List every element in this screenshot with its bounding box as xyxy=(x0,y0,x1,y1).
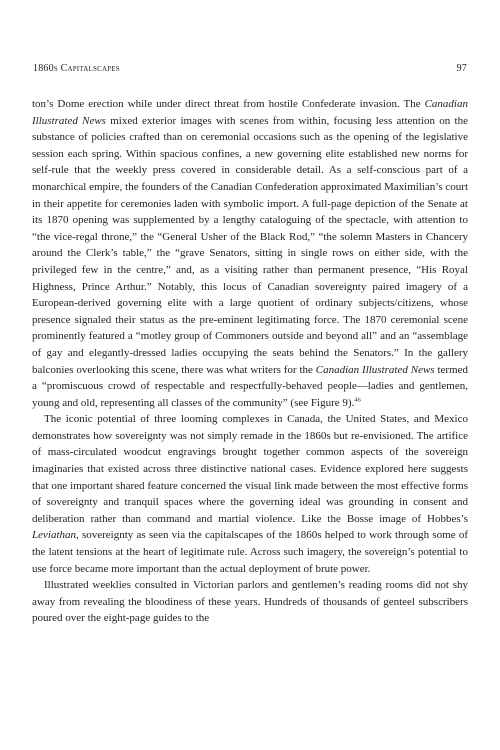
paragraph xyxy=(32,96,468,411)
italic-title: Canadian Illustrated News xyxy=(32,98,468,127)
text-run: Illustrated weeklies consulted in Victorian parlors and gentlemen’s reading rooms did not shy away from revealing the bloodiness of these years. Hundreds of thousands of genteel subscribers poured over the eight-page guides to the xyxy=(32,579,468,625)
running-head xyxy=(33,63,467,74)
paragraph xyxy=(32,411,468,577)
italic-title: Leviathan xyxy=(32,529,76,542)
running-title: 1860s Capitalscapes xyxy=(33,63,120,74)
page-number: 97 xyxy=(456,63,467,74)
text-run: termed a “promiscuous crowd of respectable and respectfully-behaved people—ladies and gentlemen, young and old, representing all classes of the community” (see Figure 9). xyxy=(32,363,468,409)
text-run: , sovereignty as seen via the capitalscapes of the 1860s helped to work through some of the latent tensions at the heart of legitimate rule. Across such imagery, the sovereign’s potential to use force became more important than the actual deployment of brute power. xyxy=(32,529,468,575)
text-run: ton’s Dome erection while under direct threat from hostile Confederate invasion. The xyxy=(32,98,425,110)
footnote-marker: 46 xyxy=(354,396,361,404)
text-run: The iconic potential of three looming complexes in Canada, the United States, and Mexico demonstrates how sovereignty was not simply remade in the 1860s but re-envisioned. The artifice of mass-circulated woodcut engravings brought together common aspects of the sovereign imaginaries that existed across three distinctive national cases. Evidence explored here suggests that one important shared feature concerned the visual link made between the most effective forms of sovereignty and tranquil spaces where the governing ideal was grounding in consent and deliberation rather than command and martial violence. Like the Bosse image of Hobbes’s xyxy=(32,413,468,525)
text-run: mixed exterior images with scenes from within, focusing less attention on the substance of policies crafted than on ceremonial occasions such as the opening of the legislative session each spring. Within spacious confines, a new governing elite established new norms for self-rule that the weekly press covered in considerable detail. As a self-conscious part of a monarchical empire, the founders of the Canadian Confederation approximated Maximilian’s court in their appetite for ceremonies laden with symbolic import. A full-page depiction of the Senate at its 1870 opening was supplemented by a lengthy cataloguing of the spectacle, with attention to “the vice-regal throne,” the “General Usher of the Black Rod,” “the solemn Masters in Chancery around the Clerk’s table,” the “grave Senators, sitting in single rows on either side, with the privileged few in the centre,” and, as a visiting rather than permanent presence, “His Royal Highness, Prince Arthur.” Notably, this locus of Canadian sovereignty paired imagery of a European-derived governing elite with a large quotient of ordinary subjects/citizens, whose presence signaled their status as the pre-eminent legitimating force. The 1870 ceremonial scene prominently featured a “motley group of Commoners outside and beyond all” and an “assemblage of gay and elegantly-dressed ladies occupying the seats behind the Senators.” In the gallery balconies overlooking this scene, there was what writers for the xyxy=(32,114,468,376)
italic-title: Canadian Illustrated News xyxy=(315,363,435,376)
paragraph xyxy=(32,577,468,627)
body-text xyxy=(32,96,468,627)
